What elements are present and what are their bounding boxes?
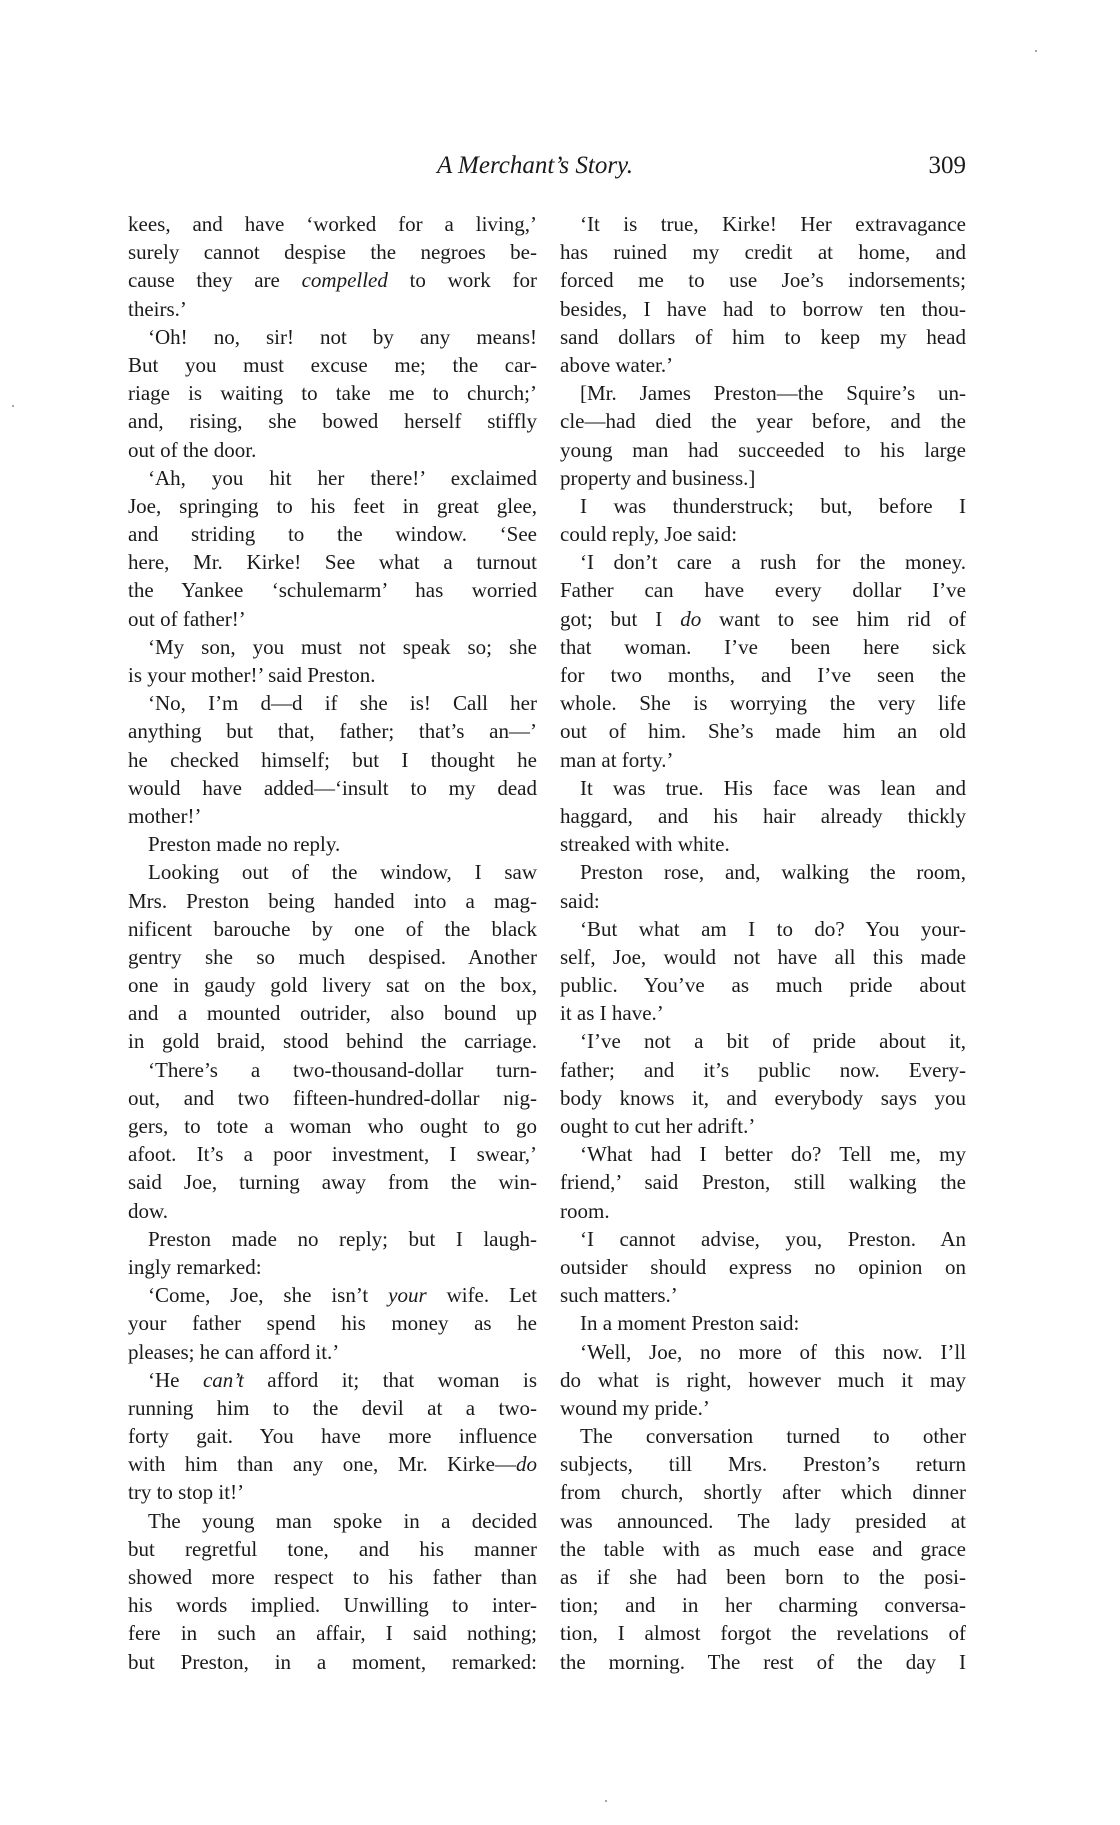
text-segment: ‘Well, Joe, no more of this now. I’ll [580,1339,966,1364]
scan-speck [605,1800,607,1802]
text-segment: is your mother!’ said Preston. [128,663,376,687]
text-line [560,971,966,999]
text-segment: It was true. His face was lean and [580,775,966,800]
running-head-title: A Merchant’s Story. [436,152,634,179]
text-line [560,802,966,830]
text-line [560,1140,966,1168]
text-segment: I was thunderstruck; but, before I [580,493,966,518]
text-segment: theirs.’ [128,296,187,321]
text-segment: kees, and have ‘worked for a living,’ [128,212,537,236]
text-segment: try to stop it!’ [128,1480,245,1505]
text-segment: but regretful tone, and his manner [128,1536,537,1561]
text-column-left [128,210,537,1676]
text-segment: anything but that, father; that’s an—’ [128,719,537,744]
text-segment: to work for [387,268,537,293]
text-line [560,915,966,943]
text-line [560,210,966,238]
text-line [560,830,966,858]
italic-text: do [680,606,702,631]
text-line [128,1253,537,1281]
text-segment: has ruined my credit at home, and [560,240,966,265]
text-line [560,1084,966,1112]
text-line [128,1366,537,1394]
text-line [560,1450,966,1478]
text-segment: as if she had been born to the posi- [560,1565,966,1589]
text-segment: ‘I don’t care a rush for the money. [580,550,966,575]
text-segment: pleases; he can afford it.’ [128,1339,340,1364]
text-line [128,1281,537,1309]
text-segment: self, Joe, would not have all this made [560,944,966,969]
text-segment: said Joe, turning away from the win- [128,1170,537,1195]
text-line [128,1422,537,1450]
text-line [128,1394,537,1422]
text-segment: whole. She is worrying the very life [560,691,966,716]
text-segment: ingly remarked: [128,1254,262,1279]
text-segment: ‘It is true, Kirke! Her extravagance [580,212,966,236]
text-line [560,999,966,1027]
text-line [128,1027,537,1055]
text-line [128,858,537,886]
text-line [560,1394,966,1422]
text-line [560,379,966,407]
scan-speck [12,405,14,407]
text-line [560,887,966,915]
text-line [128,1112,537,1140]
text-segment: ‘He [148,1367,203,1392]
text-segment: and a mounted outrider, also bound up [128,1001,537,1026]
text-column-right [560,210,966,1676]
text-line [128,633,537,661]
text-segment: Preston rose, and, walking the room, [580,860,966,885]
text-line [560,1507,966,1535]
text-line [128,266,537,294]
text-segment: with him than any one, Mr. Kirke— [128,1452,516,1477]
text-segment: friend,’ said Preston, still walking the [560,1170,966,1195]
text-segment: But you must excuse me; the car- [128,352,537,377]
text-segment: it as I have.’ [560,1001,664,1026]
text-line [560,1056,966,1084]
text-line [560,1168,966,1196]
text-line [128,887,537,915]
text-segment: subjects, till Mrs. Preston’s return [560,1452,966,1477]
text-segment: room. [560,1198,610,1223]
text-line [560,1112,966,1140]
text-line [128,1140,537,1168]
text-line [560,1619,966,1647]
text-segment: tion, I almost forgot the revelations of [560,1621,966,1646]
text-line [128,238,537,266]
text-segment: sand dollars of him to keep my head [560,324,966,349]
text-line [128,407,537,435]
text-line [560,1366,966,1394]
text-segment: afford it; that woman is [243,1367,537,1392]
text-segment: ‘No, I’m d—d if she is! Call her [148,691,537,716]
text-segment: such matters.’ [560,1283,678,1308]
text-segment: riage is waiting to take me to church;’ [128,381,537,406]
text-segment: out, and two fifteen-hundred-dollar nig- [128,1085,537,1110]
text-segment: in gold braid, stood behind the carriage. [128,1029,537,1054]
text-segment: and striding to the window. ‘See [128,522,537,547]
text-line [128,1309,537,1337]
text-segment: The conversation turned to other [580,1424,966,1449]
text-segment: afoot. It’s a poor investment, I swear,’ [128,1142,537,1167]
text-segment: cle—had died the year before, and the [560,409,966,434]
text-line [128,1084,537,1112]
text-segment: tion; and in her charming conversa- [560,1593,966,1618]
text-segment: Preston made no reply. [148,832,341,857]
text-segment: besides, I have had to borrow ten thou- [560,296,966,321]
text-segment: father; and it’s public now. Every- [560,1057,966,1082]
text-line [560,858,966,886]
text-line [128,351,537,379]
text-line [128,830,537,858]
text-line [128,1478,537,1506]
text-segment: outsider should express no opinion on [560,1254,966,1279]
text-segment: forced me to use Joe’s indorsements; [560,268,966,293]
text-line [128,1591,537,1619]
italic-text: do [516,1452,537,1477]
text-segment: your father spend his money as he [128,1311,537,1336]
text-line [128,774,537,802]
text-line [128,943,537,971]
text-segment: haggard, and his hair already thickly [560,803,966,828]
text-segment: mother!’ [128,803,202,828]
text-line [128,999,537,1027]
text-segment: wound my pride.’ [560,1395,710,1420]
text-line [560,1225,966,1253]
text-line [560,1648,966,1676]
text-line [560,943,966,971]
text-line [560,436,966,464]
text-line [128,295,537,323]
text-segment: streaked with white. [560,832,730,857]
text-line [128,1535,537,1563]
text-line [560,1309,966,1337]
text-segment: gers, to tote a woman who ought to go [128,1114,537,1138]
scan-speck [1035,50,1037,52]
text-line [560,520,966,548]
text-segment: The young man spoke in a decided [148,1508,537,1533]
text-line [128,464,537,492]
text-line [560,492,966,520]
text-segment: ‘My son, you must not speak so; she [148,634,537,659]
text-segment: property and business.] [560,465,756,490]
italic-text: your [388,1283,427,1308]
text-line [560,1591,966,1619]
text-line [128,210,537,238]
text-line [560,576,966,604]
text-segment: out of father!’ [128,606,246,631]
text-segment: ‘There’s a two-thousand-dollar turn- [148,1057,537,1082]
text-segment: for two months, and I’ve seen the [560,663,966,687]
text-segment: said: [560,888,600,913]
text-line [128,689,537,717]
text-line [560,266,966,294]
text-segment: above water.’ [560,352,674,377]
text-segment: here, Mr. Kirke! See what a turnout [128,550,537,575]
text-segment: the table with as much ease and grace [560,1536,966,1561]
text-segment: was announced. The lady presided at [560,1508,966,1533]
text-line [128,915,537,943]
text-segment: the Yankee ‘schulemarm’ has worried [128,578,537,603]
text-line [560,407,966,435]
text-line [560,746,966,774]
text-line [128,1450,537,1478]
text-line [560,633,966,661]
text-segment: nificent barouche by one of the black [128,916,537,941]
text-segment: and, rising, she bowed herself stiffly [128,409,537,434]
text-line [128,520,537,548]
text-segment: Preston made no reply; but I laugh- [148,1226,537,1251]
text-segment: cause they are [128,268,302,293]
text-segment: surely cannot despise the negroes be- [128,240,537,265]
text-segment: In a moment Preston said: [580,1311,800,1336]
text-segment: [Mr. James Preston—the Squire’s un- [580,381,966,406]
text-line [560,661,966,689]
text-line [560,351,966,379]
text-segment: ‘But what am I to do? You your- [580,916,966,941]
text-segment: ‘I cannot advise, you, Preston. An [580,1226,966,1251]
text-line [128,1225,537,1253]
text-segment: gentry she so much despised. Another [128,944,537,969]
text-line [560,1338,966,1366]
text-line [128,576,537,604]
text-segment: ‘Ah, you hit her there!’ exclaimed [148,465,537,490]
text-segment: out of the door. [128,437,257,462]
text-segment: do what is right, however much it may [560,1367,966,1392]
text-segment: public. You’ve as much pride about [560,973,966,998]
text-line [560,295,966,323]
text-segment: ‘Come, Joe, she isn’t [148,1283,389,1308]
page-number: 309 [928,152,966,179]
text-segment: Father can have every dollar I’ve [560,578,966,603]
text-line [128,323,537,351]
text-line [560,717,966,745]
text-segment: his words implied. Unwilling to inter- [128,1593,537,1618]
text-line [128,548,537,576]
text-line [128,379,537,407]
text-segment: want to see him rid of [701,606,966,631]
text-line [560,548,966,576]
text-line [128,1338,537,1366]
text-line [128,1507,537,1535]
text-segment: got; but I [560,606,681,631]
text-segment: running him to the devil at a two- [128,1395,537,1420]
text-segment: body knows it, and everybody says you [560,1085,966,1110]
text-segment: Mrs. Preston being handed into a mag- [128,888,537,913]
text-segment: but Preston, in a moment, remarked: [128,1649,537,1674]
text-line [560,464,966,492]
text-line [560,1535,966,1563]
text-line [128,436,537,464]
text-segment: man at forty.’ [560,747,674,772]
text-segment: wife. Let [426,1283,537,1308]
text-line [560,1027,966,1055]
text-line [128,802,537,830]
text-segment: ‘What had I better do? Tell me, my [580,1142,966,1167]
text-segment: fere in such an affair, I said nothing; [128,1621,537,1646]
text-line [560,1422,966,1450]
text-line [560,774,966,802]
text-line [128,492,537,520]
text-line [128,746,537,774]
italic-text: can’t [202,1367,244,1392]
italic-text: compelled [301,268,388,293]
text-segment: he checked himself; but I thought he [128,747,537,772]
text-segment: Joe, springing to his feet in great glee, [128,493,537,518]
text-line [560,1478,966,1506]
text-line [128,1648,537,1676]
text-line [128,605,537,633]
text-line [560,1197,966,1225]
text-segment: showed more respect to his father than [128,1565,537,1589]
text-segment: dow. [128,1198,169,1223]
text-line [560,689,966,717]
text-segment: young man had succeeded to his large [560,437,966,462]
text-segment: ought to cut her adrift.’ [560,1114,756,1138]
text-line [128,1563,537,1591]
text-segment: that woman. I’ve been here sick [560,634,966,659]
text-line [560,1253,966,1281]
text-segment: ‘Oh! no, sir! not by any means! [148,324,537,349]
text-segment: could reply, Joe said: [560,522,738,547]
text-segment: from church, shortly after which dinner [560,1480,966,1505]
text-segment: forty gait. You have more influence [128,1424,537,1449]
text-line [560,1281,966,1309]
text-segment: one in gaudy gold livery sat on the box, [128,973,537,998]
text-segment: ‘I’ve not a bit of pride about it, [580,1029,966,1054]
text-line [560,1563,966,1591]
text-segment: out of him. She’s made him an old [560,719,966,744]
text-line [128,1197,537,1225]
text-line [560,323,966,351]
text-segment: would have added—‘insult to my dead [128,775,537,800]
text-line [128,971,537,999]
text-line [128,717,537,745]
text-line [128,1168,537,1196]
text-line [128,1056,537,1084]
text-segment: the morning. The rest of the day I [560,1649,966,1674]
text-line [560,238,966,266]
text-line [128,661,537,689]
text-segment: Looking out of the window, I saw [148,860,537,885]
text-line [128,1619,537,1647]
text-line [560,605,966,633]
